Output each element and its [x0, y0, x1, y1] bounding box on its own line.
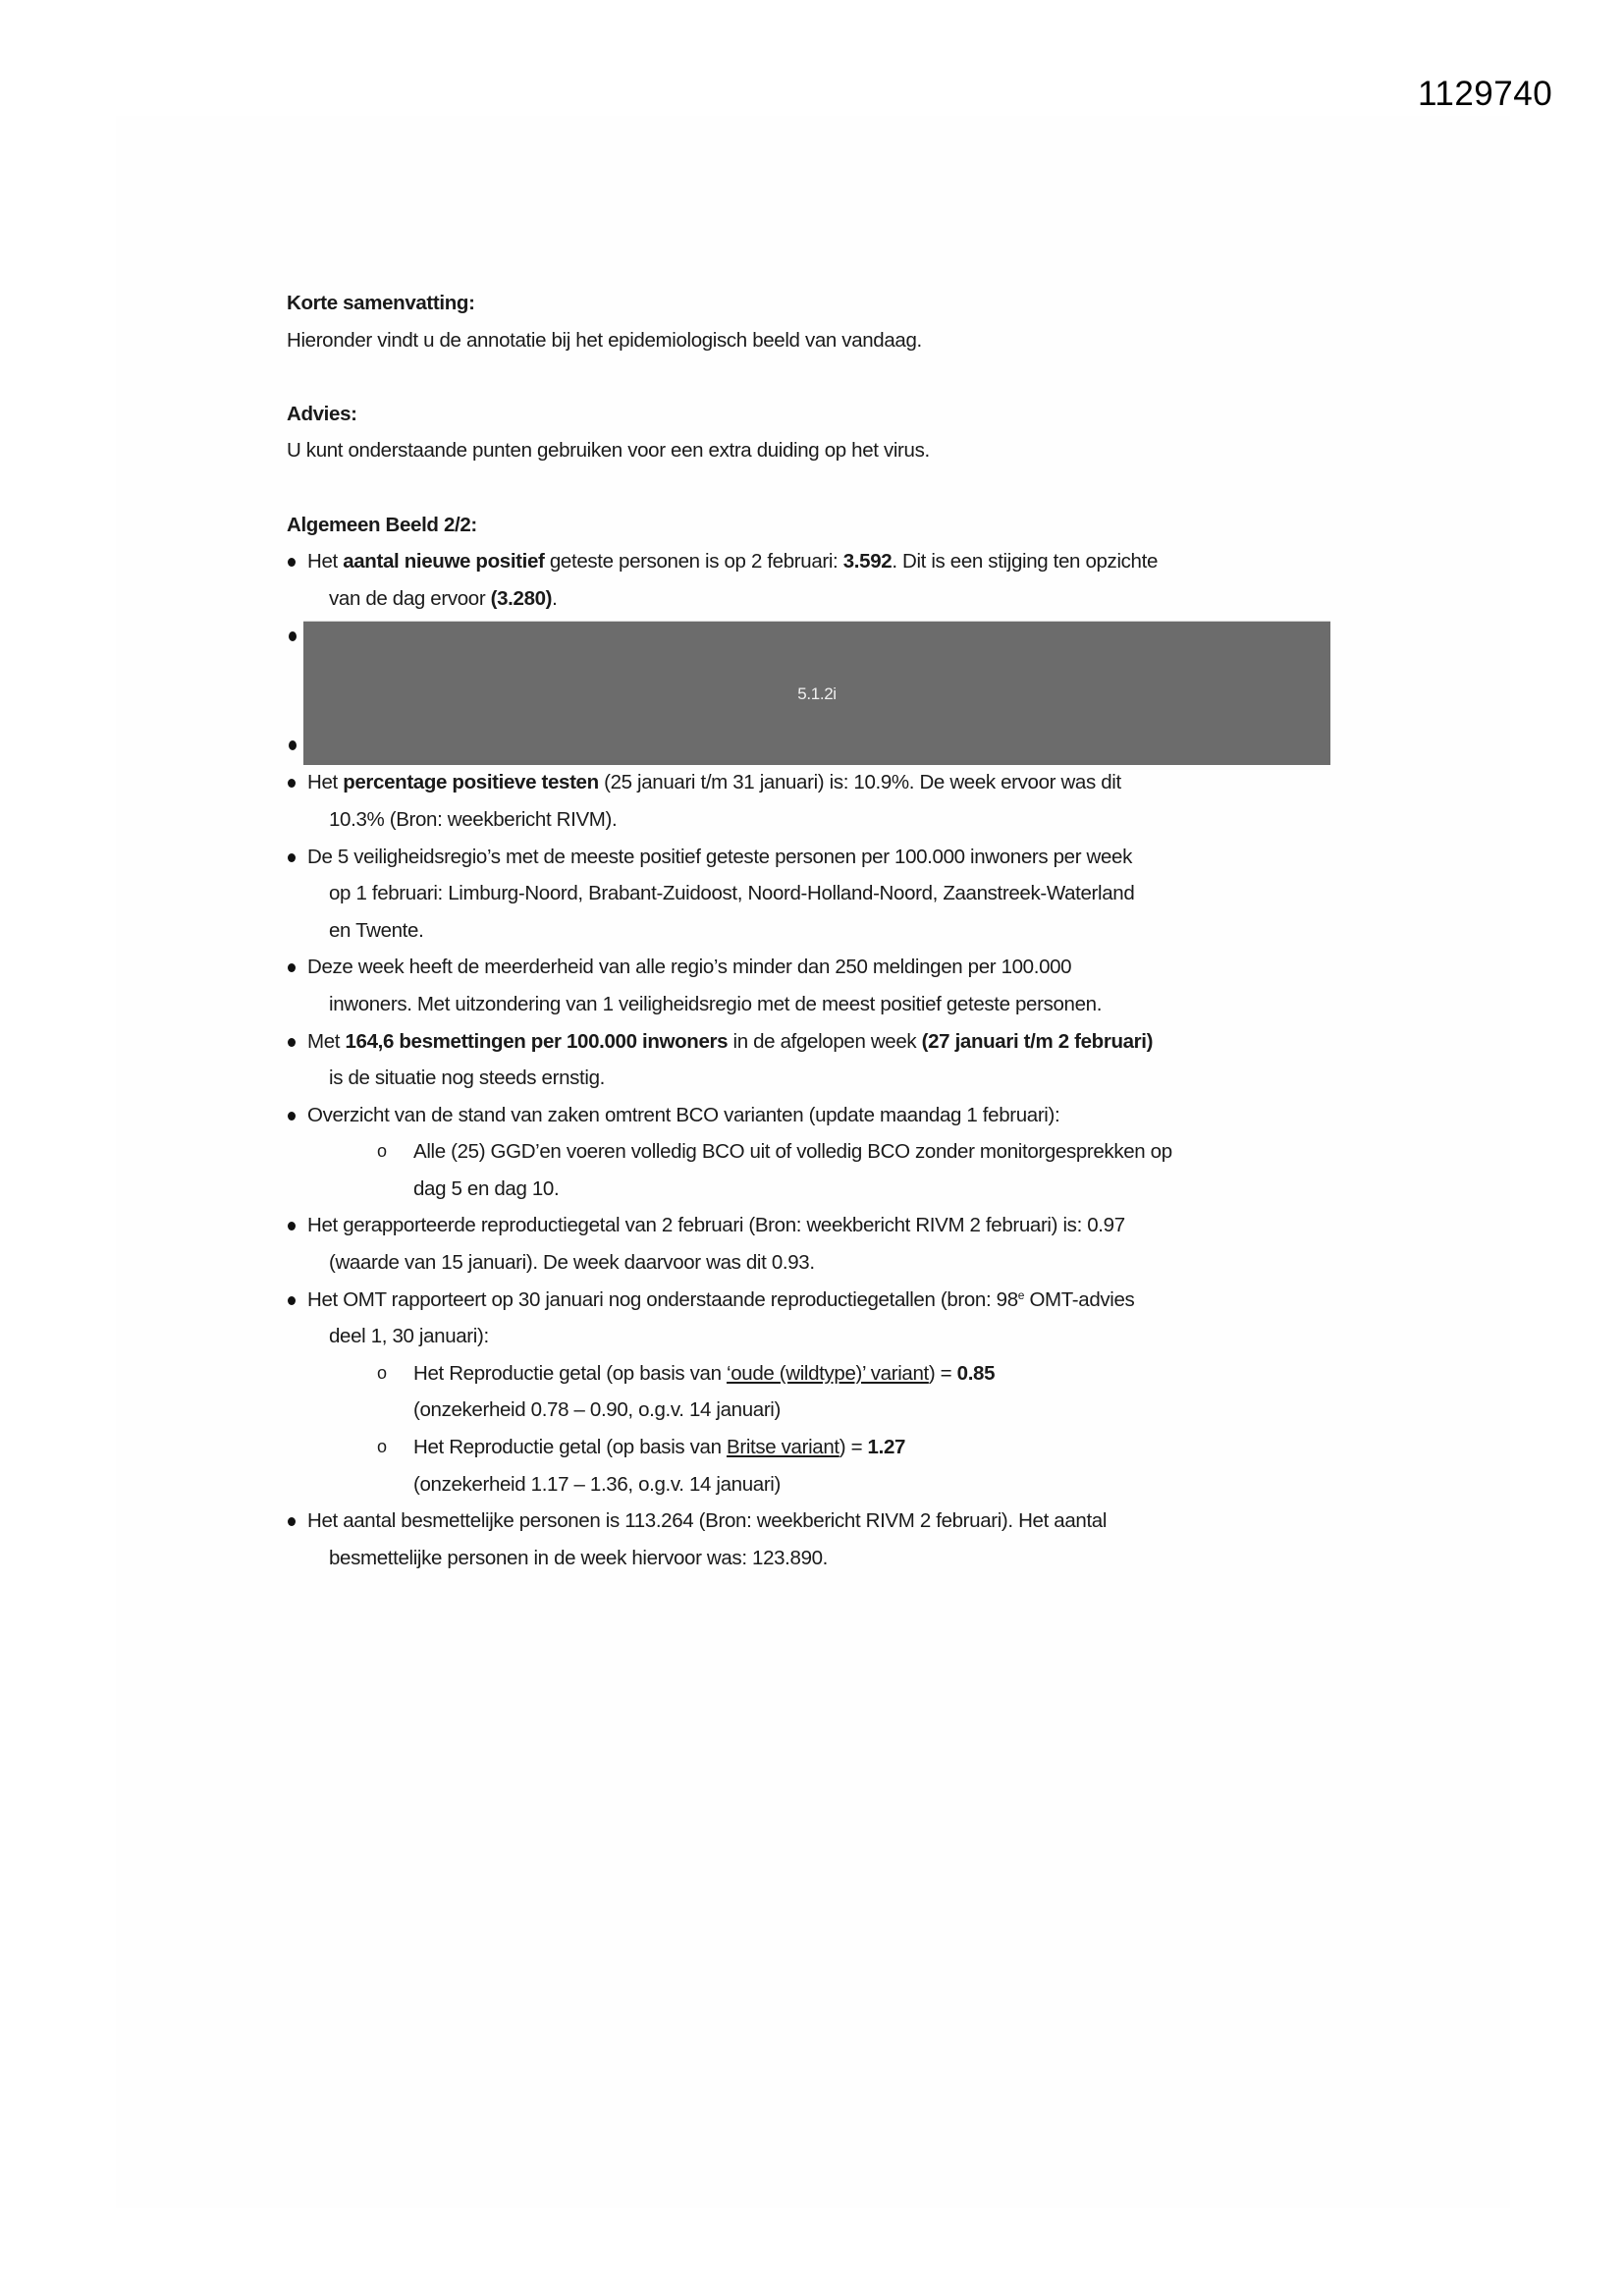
sub-bullet-wildtype: o Het Reproductie getal (op basis van ‘oude (wildtype)’ variant) = 0.85 (onzekerheid 0.78 – 0.90, o.g.v. 14 januari): [287, 1355, 1367, 1429]
bullet-icon: [288, 1112, 296, 1121]
bullet-positive-percentage: Het percentage positieve testen (25 januari t/m 31 januari) is: 10.9%. De week ervoor was dit 10.3% (Bron: weekbericht RIVM).: [287, 764, 1367, 838]
bullet-new-positives: Het aantal nieuwe positief geteste personen is op 2 februari: 3.592. Dit is een stijging ten opzichte van de dag ervoor (3.280).: [287, 543, 1367, 617]
bullet-icon: [288, 558, 296, 567]
bullet-reproduction-number: Het gerapporteerde reproductiegetal van 2 februari (Bron: weekbericht RIVM 2 februari) is: 0.97 (waarde van 15 januari). De week daarvoor was dit 0.93.: [287, 1207, 1367, 1281]
bullet-icon: [289, 631, 297, 641]
bullet-icon: [288, 853, 296, 862]
bullet-infectious-persons: Het aantal besmettelijke personen is 113.264 (Bron: weekbericht RIVM 2 februari). Het aantal besmettelijke personen in de week hiervoor was: 123.890.: [287, 1503, 1367, 1576]
bullet-icon: [288, 1038, 296, 1047]
summary-text: Hieronder vindt u de annotatie bij het epidemiologisch beeld van vandaag.: [287, 328, 922, 352]
bullet-icon: [288, 1222, 296, 1230]
bullet-icon: [289, 740, 297, 750]
bullet-icon: [288, 1517, 296, 1526]
sub-bullet-british: o Het Reproductie getal (op basis van Britse variant) = 1.27 (onzekerheid 1.17 – 1.36, o.g.v. 14 januari): [287, 1429, 1367, 1503]
sub-bullet-icon: o: [377, 1362, 387, 1383]
document-id: 1129740: [1418, 75, 1553, 113]
sub-bullet-icon: o: [377, 1141, 387, 1162]
bullet-icon: [288, 779, 296, 788]
bullet-top-regions: De 5 veiligheidsregio’s met de meeste positief geteste personen per 100.000 inwoners per week op 1 februari: Limburg-Noord, Brabant-Zuidoost, Noord-Holland-Noord, Zaanstreek-Waterland en Twente.: [287, 839, 1367, 950]
summary-heading: Korte samenvatting:: [287, 292, 475, 314]
advice-text: U kunt onderstaande punten gebruiken voor een extra duiding op het virus.: [287, 439, 930, 463]
bullet-icon: [288, 963, 296, 972]
advice-heading: Advies:: [287, 402, 357, 425]
redaction-box: [303, 621, 1330, 765]
general-heading: Algemeen Beeld 2/2:: [287, 513, 477, 536]
sub-bullet-icon: o: [377, 1437, 387, 1457]
document-body: [287, 285, 1367, 1576]
bullet-infection-rate: Met 164,6 besmettingen per 100.000 inwoners in de afgelopen week (27 januari t/m 2 februari) is de situatie nog steeds ernstig.: [287, 1023, 1367, 1097]
bullet-region-majority: Deze week heeft de meerderheid van alle regio’s minder dan 250 meldingen per 100.000 inwoners. Met uitzondering van 1 veiligheidsregio met de meest positief geteste personen.: [287, 949, 1367, 1022]
bullet-bco-overview: Overzicht van de stand van zaken omtrent BCO varianten (update maandag 1 februari):: [287, 1097, 1367, 1134]
redacted-section: [287, 617, 1367, 764]
redaction-label: 5.1.2i: [797, 683, 837, 703]
sub-bullet-ggd: o Alle (25) GGD’en voeren volledig BCO uit of volledig BCO zonder monitorgesprekken op dag 5 en dag 10.: [287, 1133, 1367, 1207]
bullet-omt-report: Het OMT rapporteert op 30 januari nog onderstaande reproductiegetallen (bron: 98e OMT-advies deel 1, 30 januari):: [287, 1282, 1367, 1355]
bullet-icon: [288, 1296, 296, 1305]
